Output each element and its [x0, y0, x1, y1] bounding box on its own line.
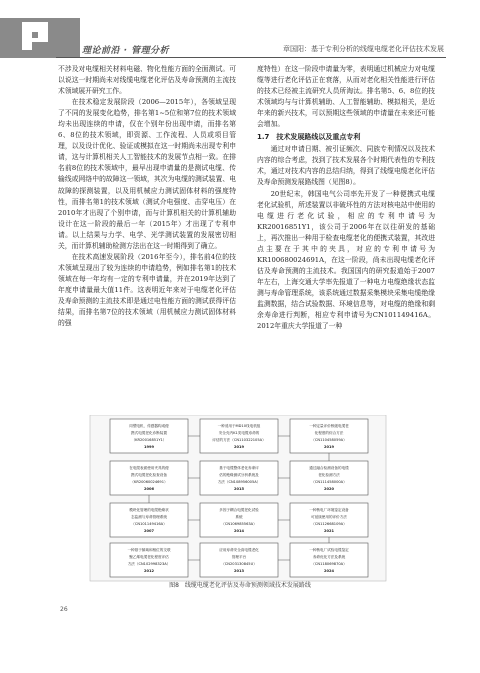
node-year: 2020 — [323, 487, 335, 491]
roadmap-node — [290, 419, 368, 453]
node-label: 通过融合检测设备的电缆 — [309, 466, 349, 470]
node-label: （CN111458000A） — [311, 480, 347, 484]
tech-roadmap-figure — [88, 415, 388, 583]
roadmap-node — [200, 503, 278, 537]
node-label: 化程度的综合方法 — [314, 431, 344, 435]
paragraph: 度特性）在这一阶段申请量为零，表明通过机械应力对电缆缆等进行老化评估正在衰落，从而对老化相关性能进行评估的技术已经被主流研究人员所淘汰。排名第5、6、8位的技术领域均与与计算机辅助、人工智能辅助、模拟相关，是近年来的新兴技术，可以预期这些领域的申请量在未来还可能会增加。 — [257, 65, 435, 129]
node-year: 2021 — [323, 529, 335, 533]
node-label: 模块化管理的电缆绝缘状 — [129, 508, 169, 512]
paragraph: 不涉及对电缆相关材料电磁、物化性能方面的全面测试。可以说这一时期尚未对线缆电缆老化评估及寿命预测的主流技术领域展开研究工作。 — [58, 65, 236, 96]
roadmap-diagram — [88, 415, 388, 583]
roadmap-node — [110, 419, 188, 453]
node-label: 老化检测方法 — [318, 473, 340, 477]
paragraph: 20世纪末，韩国电气公司率先开发了一种便携式电缆老化试验机，所述装置以非破坏性的方法对核电站中使用的电缆进行老化试验，相应的专利申请号为KR20016851Y1，该公司于2006年在以往研发的基础上，再次推出一种用于检查电缆老化的便携式装置，其改进点主要在于其中的夹具，对应的专利申请号为KR100680024691A，在这一阶段，尚未出现电缆老化评估及寿命预测的主流技术。我国国内的研究报道始于2007年左右，上海交通大学率先报道了一种电力电缆绝缘状态监测与寿命管理系统，该系统通过数据采集模块采集电缆绝缘监测数据，结合试验数据、环境信息等，对电缆的绝缘和剩余寿命进行判断，相应专利申请号为CN101149416A。2012年重庆大学报道了一种 — [257, 189, 435, 331]
node-label: （KR20016851Y1） — [131, 438, 167, 442]
header-divider — [56, 57, 446, 58]
node-label: 携式电缆老化检查设备 — [131, 473, 167, 477]
node-label: 一种定量评价核级电缆老 — [309, 424, 349, 428]
roadmap-node — [200, 461, 278, 495]
node-year: 2024 — [323, 569, 335, 573]
roadmap-node — [290, 503, 368, 537]
node-year: 2015 — [233, 487, 245, 491]
journal-logo-icon — [22, 18, 82, 54]
node-year: 1999 — [143, 445, 155, 449]
node-label: 态监测与寿命管理系统 — [131, 515, 167, 519]
node-label: 寿命优化方法及系统 — [312, 555, 346, 559]
page-number: 26 — [60, 606, 68, 613]
roadmap-node — [110, 543, 188, 577]
node-year: 2013 — [233, 569, 245, 573]
node-label: 同塑电机、传感器构成便 — [129, 424, 169, 428]
roadmap-node — [200, 419, 278, 453]
paragraph: 通过对申请日期、被引证频次、同族专利情况以及技术内容的综合考虑，找到了技术发展各个时期代表性的专利技术，通过对技术内容的总结归纳，得到了线缆电缆老化评估及寿命预测发展路线图（见图8）。 — [257, 145, 435, 187]
article-title: 章国阳：基于专利分析的线缆电缆老化评估技术发展 — [283, 45, 444, 53]
node-label: 管理平台 — [231, 555, 247, 559]
left-column — [58, 64, 236, 329]
node-year: 2019 — [233, 445, 245, 449]
roadmap-node — [290, 461, 368, 495]
node-label: 一种基于频域和相位的交联 — [127, 548, 171, 552]
node-label: （CN203130845U） — [221, 562, 257, 566]
section-heading: 1.7 技术发展路线以及重点专利 — [257, 133, 361, 142]
node-year: 2014 — [233, 529, 245, 533]
node-label: 基于电缆整体老化寿命评 — [219, 466, 259, 470]
node-label: 一种核电厂环境鉴定设备 — [309, 508, 349, 512]
node-label: 聚乙烯电缆老化程度评估 — [129, 555, 169, 559]
node-label: 估的绝缘测试分析系统及 — [219, 473, 259, 477]
node-year: 2006 — [143, 487, 155, 491]
node-year: 2012 — [143, 569, 155, 573]
node-label: 评估的方法（CN110322105A） — [212, 438, 266, 442]
node-label: 可延续使用的评价方法 — [311, 515, 347, 519]
roadmap-node — [110, 461, 188, 495]
node-label: （KR20060024691） — [130, 480, 168, 484]
page-header — [0, 0, 480, 60]
right-column — [257, 64, 435, 332]
figure-caption: 图8 线缆电缆老化评估及寿命预测领域技术发展路线 — [169, 582, 311, 589]
node-label: （CN118069870A） — [311, 562, 347, 566]
node-label: 一种核电厂试验电缆鉴定 — [309, 548, 349, 552]
roadmap-node — [290, 543, 368, 577]
node-label: 系统 — [235, 515, 243, 519]
node-label: （CN112668109A） — [311, 522, 347, 526]
node-label: 安全壳内K1类电缆寿命的 — [218, 431, 260, 435]
node-label: （CN101149416A） — [131, 522, 167, 526]
node-label: 应用寿命安全高电缆老化 — [219, 548, 259, 552]
roadmap-node — [110, 503, 188, 537]
node-label: 一种适用于MD10线电机组 — [217, 424, 261, 428]
node-label: 方法（CN108956005A） — [217, 480, 261, 484]
node-label: （CN106985563A） — [221, 522, 257, 526]
node-label: 多因子耦合电缆老化试验 — [219, 508, 259, 512]
journal-section: 理论前沿 · 管理分析 — [82, 46, 170, 56]
node-label: 方法（CN102998323A） — [127, 562, 171, 566]
node-year: 2007 — [143, 529, 155, 533]
node-label: （CN110458059A） — [311, 438, 347, 442]
node-year: 2019 — [323, 445, 335, 449]
node-label: 携式电缆老化诊断装置 — [131, 431, 167, 435]
paragraph: 在技术稳定发展阶段（2006—2015年），各领域呈现了不同的发展变化趋势，排名第1~5位和第7位的技术领域均未出现连续的申请，仅在个别年份出现申请，而排名第6、8位的技术领域，即资源、工作流程、人员或项目管理，以及设计优化、验证或模拟在这一时期尚未出现专利申请，这与计算机相关人工智能技术的发展节点相一致。在排名前8位的技术领域中，最早出现申请量的是测试电缆、传输线或网络中的故障这一领域，其次为电缆的测试装置、电故障的探测装置，以及用机械应力测试固体材料的强度特性，而排名第1的技术领域（测试介电强度、击穿电压）在2010年才出现了个别申请，而与计算机相关的计算机辅助设计在这一阶段的最后一年（2015年）才出现了专利申请。以上结果与力学、电学、光学测试装置的发展密切相关，而计算机辅助检测方法出在这一时期得到了确立。 — [58, 98, 236, 250]
node-label: 在电缆表面使用夹具的便 — [129, 466, 169, 470]
roadmap-node — [200, 543, 278, 577]
paragraph: 在技术高速发展阶段（2016年至今），排名前4位的技术领域呈现出了较为连续的申请趋势，例如排名第1的技术领域在每一年均有一定的专利申请量，并在2019年达到了年度申请量最大值11件。这表明近年来对于电缆老化评估及寿命预测的主流技术即是通过电性能方面的测试获得评估结果，而排名第7位的技术领域（用机械应力测试固体材料的强 — [58, 252, 236, 328]
